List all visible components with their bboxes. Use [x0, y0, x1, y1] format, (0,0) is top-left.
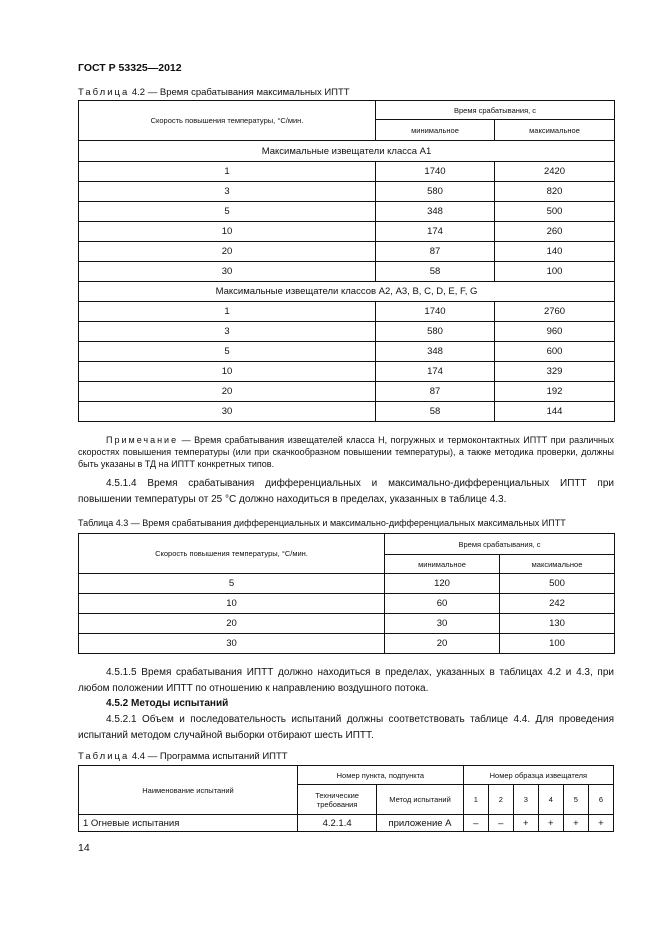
cell: 4.2.1.4 [297, 815, 376, 832]
cell: 242 [500, 594, 615, 614]
table-row [79, 302, 615, 322]
caption-text: 4.2 — Время срабатывания максимальных ИПТТ [129, 87, 350, 98]
cell: 1740 [376, 162, 495, 182]
cell: 3 [79, 182, 376, 202]
paragraph-4-5-2-1: 4.5.2.1 Объем и последовательность испытаний должны соответствовать таблице 4.4. Для проведения испытаний методом случайной выборки отбирают шесть ИПТТ. [78, 714, 614, 741]
cell: 2420 [495, 162, 615, 182]
cell: 30 [79, 262, 376, 282]
cell: 2760 [495, 302, 615, 322]
cell: 174 [376, 222, 495, 242]
group-row: Максимальные извещатели классов А2, А3, В, С, D, E, F, G [79, 282, 615, 302]
group-row: Максимальные извещатели класса А1 [79, 141, 615, 162]
table-4-2 [78, 100, 615, 422]
col-header-clause: Номер пункта, подпункта [297, 766, 463, 785]
cell: 10 [79, 222, 376, 242]
mark-cell: – [463, 815, 488, 832]
table-4-4-caption [78, 751, 288, 762]
cell: 100 [500, 634, 615, 654]
cell: 144 [495, 402, 615, 422]
table-row [79, 815, 614, 832]
col-header-sample: Номер образца извещателя [463, 766, 613, 785]
cell: 500 [500, 574, 615, 594]
cell: 348 [376, 202, 495, 222]
table-row [79, 594, 615, 614]
cell: приложение А [377, 815, 464, 832]
mark-cell: – [488, 815, 513, 832]
cell: 10 [79, 594, 385, 614]
sample-number: 3 [513, 785, 538, 815]
cell: 580 [376, 182, 495, 202]
cell: 1 [79, 162, 376, 182]
col-header-method: Метод испытаний [377, 785, 464, 815]
mark-cell: + [513, 815, 538, 832]
col-header-speed: Скорость повышения температуры, °С/мин. [79, 534, 385, 574]
cell: 5 [79, 574, 385, 594]
cell: 580 [376, 322, 495, 342]
cell: 120 [385, 574, 500, 594]
cell: 100 [495, 262, 615, 282]
table-row [79, 162, 615, 182]
cell: 87 [376, 382, 495, 402]
sample-number: 4 [538, 785, 563, 815]
table-row [79, 402, 615, 422]
table-row [79, 382, 615, 402]
caption-prefix: Таблица [78, 751, 130, 762]
sample-number: 5 [563, 785, 588, 815]
table-row [79, 614, 615, 634]
table-4-4 [78, 765, 614, 832]
cell: 174 [376, 362, 495, 382]
cell: 600 [495, 342, 615, 362]
table-row [79, 222, 615, 242]
cell: 30 [79, 634, 385, 654]
sample-number: 1 [463, 785, 488, 815]
sample-number: 6 [588, 785, 613, 815]
caption-prefix: Таблица [78, 87, 130, 98]
table-4-3 [78, 533, 615, 654]
cell: 329 [495, 362, 615, 382]
paragraph-4-5-1-5: 4.5.1.5 Время срабатывания ИПТТ должно находиться в пределах, указанных в таблицах 4.2 и 4.3, при любом положении ИПТТ по отношению к направлению воздушного потока. [78, 667, 614, 694]
table-row [79, 362, 615, 382]
cell: 60 [385, 594, 500, 614]
mark-cell: + [563, 815, 588, 832]
table-note [78, 434, 614, 470]
col-header-max: максимальное [495, 120, 615, 141]
test-name-cell: 1 Огневые испытания [79, 815, 298, 832]
cell: 348 [376, 342, 495, 362]
col-header-time: Время срабатывания, с [376, 101, 615, 120]
col-header-min: минимальное [376, 120, 495, 141]
cell: 20 [385, 634, 500, 654]
cell: 960 [495, 322, 615, 342]
col-header-max: максимальное [500, 555, 615, 574]
note-prefix: Примечание [106, 435, 179, 445]
section-heading-4-5-2: 4.5.2 Методы испытаний [106, 698, 229, 709]
cell: 30 [385, 614, 500, 634]
cell: 820 [495, 182, 615, 202]
table-row [79, 342, 615, 362]
col-header-time: Время срабатывания, с [385, 534, 615, 555]
cell: 140 [495, 242, 615, 262]
sample-number: 2 [488, 785, 513, 815]
col-header-min: минимальное [385, 555, 500, 574]
col-header-speed: Скорость повышения температуры, °С/мин. [79, 101, 376, 141]
table-row [79, 634, 615, 654]
table-row [79, 242, 615, 262]
cell: 5 [79, 202, 376, 222]
table-4-2-caption [78, 87, 350, 98]
table-row [79, 574, 615, 594]
cell: 5 [79, 342, 376, 362]
cell: 20 [79, 382, 376, 402]
cell: 192 [495, 382, 615, 402]
document-header: ГОСТ Р 53325—2012 [78, 62, 182, 74]
table-row [79, 262, 615, 282]
table-row [79, 182, 615, 202]
cell: 58 [376, 402, 495, 422]
cell: 58 [376, 262, 495, 282]
table-row [79, 322, 615, 342]
mark-cell: + [588, 815, 613, 832]
mark-cell: + [538, 815, 563, 832]
page-number: 14 [78, 842, 90, 854]
cell: 500 [495, 202, 615, 222]
table-row [79, 202, 615, 222]
cell: 1740 [376, 302, 495, 322]
col-header-test-name: Наименование испытаний [79, 766, 298, 815]
cell: 20 [79, 242, 376, 262]
table-4-3-caption: Таблица 4.3 — Время срабатывания дифференциальных и максимально-дифференциальных максимальных ИПТТ [78, 518, 566, 528]
cell: 1 [79, 302, 376, 322]
paragraph-4-5-1-4: 4.5.1.4 Время срабатывания дифференциальных и максимально-дифференциальных ИПТТ при повышении температуры от 25 °С должно находиться в пределах, указанных в таблице 4.3. [78, 478, 614, 505]
note-text: — Время срабатывания извещателей класса Н, погружных и термоконтактных ИПТТ при различных скоростях повышения температуры (или при скачкообразном повышении температуры), а также методика проверки, должны быть указаны в ТД на ИПТТ конкретных типов. [78, 435, 614, 469]
cell: 10 [79, 362, 376, 382]
cell: 20 [79, 614, 385, 634]
caption-text: 4.4 — Программа испытаний ИПТТ [129, 751, 288, 762]
cell: 130 [500, 614, 615, 634]
col-header-tech-req: Технические требования [297, 785, 376, 815]
cell: 87 [376, 242, 495, 262]
cell: 260 [495, 222, 615, 242]
cell: 3 [79, 322, 376, 342]
cell: 30 [79, 402, 376, 422]
